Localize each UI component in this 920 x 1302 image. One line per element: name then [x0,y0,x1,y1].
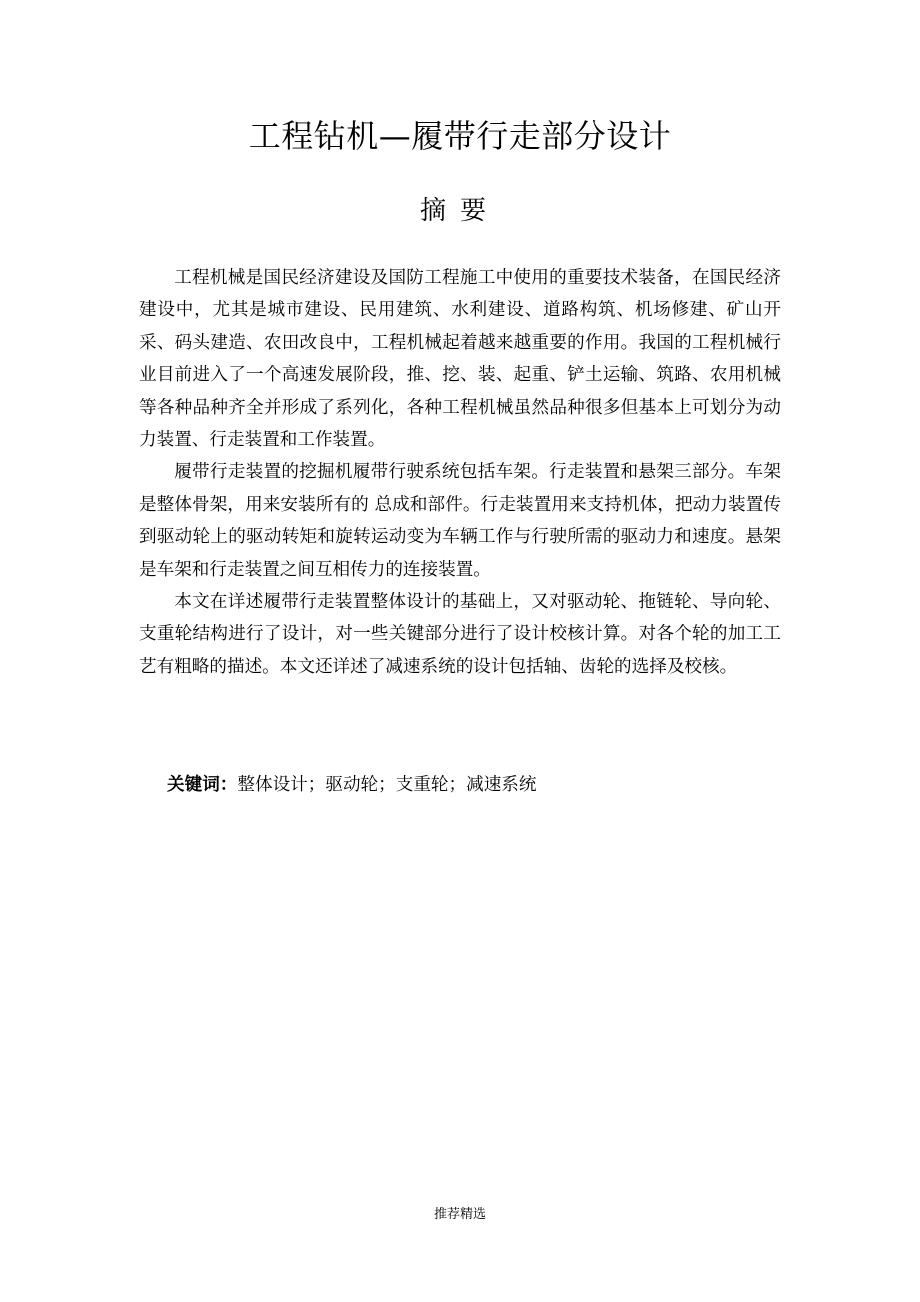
abstract-body [139,262,781,683]
keywords-line [167,770,787,800]
abstract-paragraph-3: 本文在详述履带行走装置整体设计的基础上，又对驱动轮、拖链轮、导向轮、支重轮结构进行了设计，对一些关键部分进行了设计校核计算。对各个轮的加工工艺有粗略的描述。本文还详述了减速系统的设计包括轴、齿轮的选择及校核。 [139,592,781,677]
abstract-heading [0,194,920,228]
document-title: 工程钻机—履带行走部分设计 [248,117,672,155]
abstract-paragraph-2: 履带行走装置的挖掘机履带行驶系统包括车架。行走装置和悬架三部分。车架是整体骨架，用来安装所有的 总成和部件。行走装置用来支持机体，把动力装置传到驱动轮上的驱动转矩和旋转运动变为车辆工作与行驶所需的驱动力和速度。悬架是车架和行走装置之间互相传力的连接装置。 [139,462,781,580]
abstract-heading-text: 摘要 [419,196,500,226]
keywords-text: 整体设计；驱动轮；支重轮；减速系统 [237,775,537,795]
keywords-label: 关键词： [167,775,238,795]
abstract-paragraph-1: 工程机械是国民经济建设及国防工程施工中使用的重要技术装备，在国民经济建设中，尤其是城市建设、民用建筑、水利建设、道路构筑、机场修建、矿山开采、码头建造、农田改良中，工程机械起着越来越重要的作用。我国的工程机械行业目前进入了一个高速发展阶段，推、挖、装、起重、铲土运输、筑路、农用机械等各种品种齐全并形成了系列化，各种工程机械虽然品种很多但基本上可划分为动力装置、行走装置和工作装置。 [139,268,781,451]
page-footer: 推荐精选 [433,1207,486,1222]
